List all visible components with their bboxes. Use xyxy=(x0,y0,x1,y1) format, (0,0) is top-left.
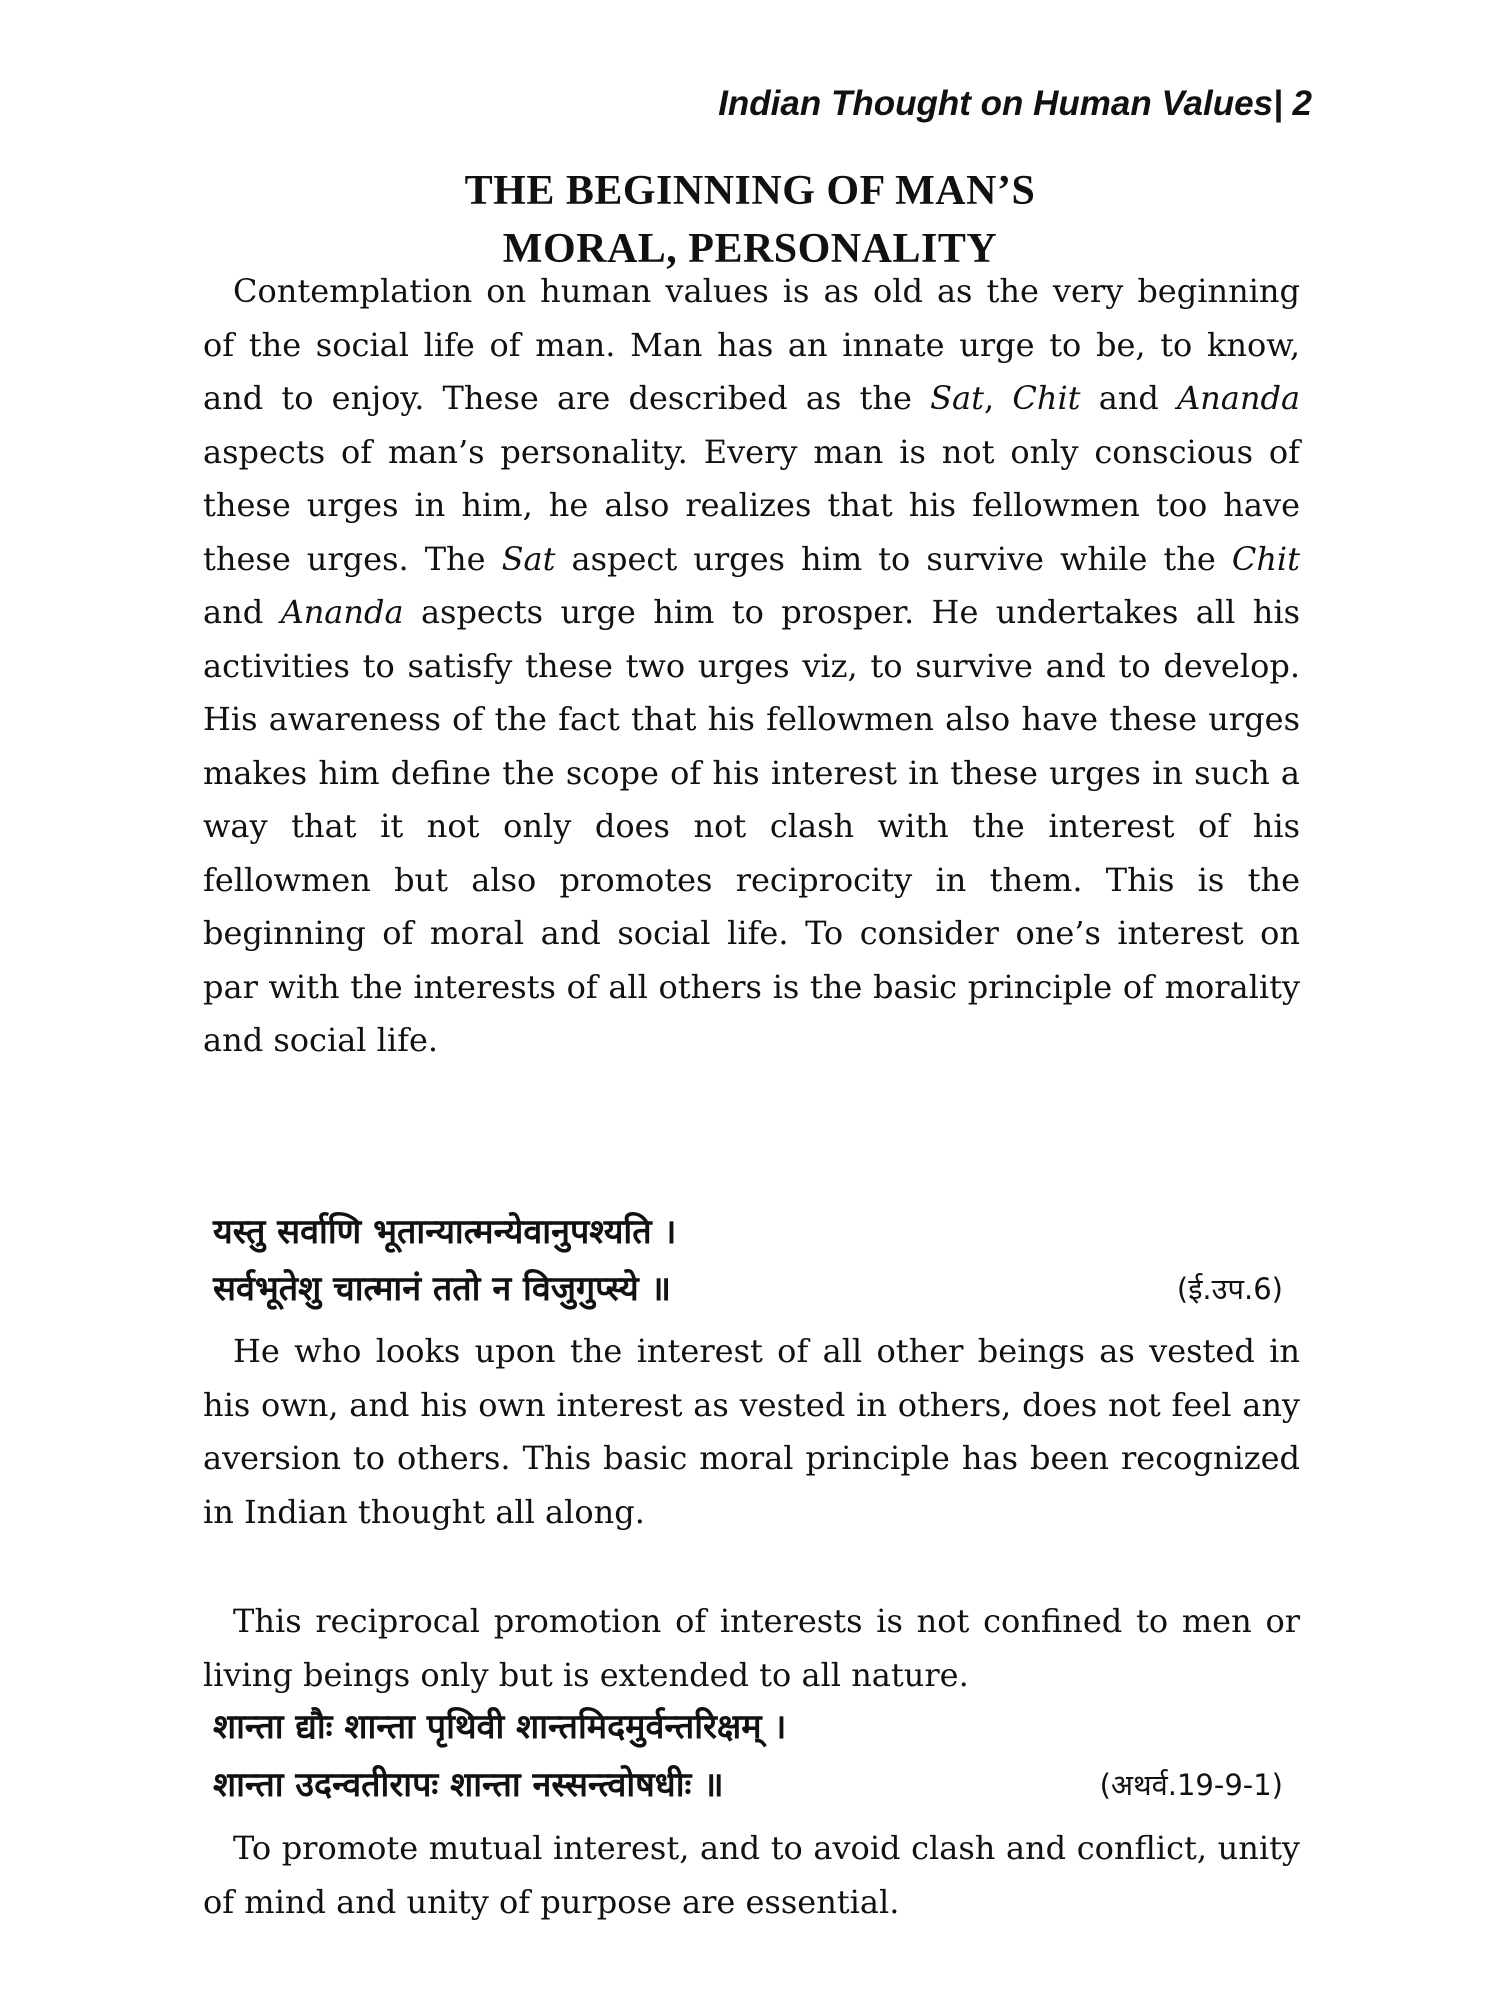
term-ananda: Ananda xyxy=(280,593,404,631)
sanskrit-verse-1-line-1: यस्तु सर्वाणि भूतान्यात्मन्येवानुपश्यति । xyxy=(213,1212,677,1252)
paragraph-1-text: and xyxy=(203,593,281,631)
paragraph-1 xyxy=(203,265,1300,1068)
paragraph-4: To promote mutual interest, and to avoid clash and conflict, unity of mind and unity of purpose are essential. xyxy=(203,1829,1300,1921)
chapter-title-line-2: MORAL, PERSONALITY xyxy=(502,226,998,272)
paragraph-3: This reciprocal promotion of interests is not confined to men or living beings only but is extended to all nature. xyxy=(203,1602,1300,1694)
paragraph-1-text: Contemplation on human values is as old as the very beginning of the social life of man. Man has an innate urge to be, to know, and to enjoy. These are described as the xyxy=(203,272,1300,417)
chapter-title xyxy=(200,162,1300,278)
running-head: Indian Thought on Human Values| 2 xyxy=(718,84,1312,123)
term-chit: Chit xyxy=(1012,379,1081,417)
chapter-title-line-1: THE BEGINNING OF MAN’S xyxy=(464,168,1036,214)
paragraph-1-text: and xyxy=(1080,379,1178,417)
paragraph-1-text: aspects urge him to prosper. He undertakes all his activities to satisfy these two urges viz, to survive and to develop. His awareness of the fact that his fellowmen also have these urges makes him define the scope of his interest in these urges in such a way that it not only does not clash with the interest of his fellowmen but also promotes reciprocity in them. This is the beginning of moral and social life. To consider one’s interest on par with the interests of all others is the basic principle of morality and social life. xyxy=(203,593,1301,1059)
sanskrit-verse-2-line-2: शान्ता उदन्वतीरापः शान्ता नस्सन्त्वोषधीः ॥ xyxy=(213,1765,724,1805)
verse-1-reference: (ई.उप.6) xyxy=(1176,1272,1283,1306)
verse-2-reference: (अथर्व.19-9-1) xyxy=(1099,1768,1283,1802)
paragraph-1-text: aspect urges him to survive while the xyxy=(555,539,1232,578)
term-chit: Chit xyxy=(1231,539,1301,578)
term-sat: Sat xyxy=(501,539,556,578)
paragraph-1-text: aspects of man’s personality. Every man is not only conscious of these urges in him, he also realizes that his fellowmen too have these urges. The xyxy=(203,432,1300,578)
sanskrit-verse-1-line-2: सर्वभूतेशु चात्मानं ततो न विजुगुप्स्ये ॥ xyxy=(213,1269,671,1309)
paragraph-2: He who looks upon the interest of all other beings as vested in his own, and his own interest as vested in others, does not feel any aversion to others. This basic moral principle has been recognized in Indian thought all along. xyxy=(203,1332,1300,1531)
paragraph-1-text: , xyxy=(983,379,1013,417)
term-ananda: Ananda xyxy=(1177,379,1301,417)
sanskrit-verse-2-line-1: शान्ता द्यौः शान्ता पृथिवी शान्तमिदमुर्वन्तरिक्षम् । xyxy=(213,1707,787,1747)
term-sat: Sat xyxy=(930,379,984,417)
